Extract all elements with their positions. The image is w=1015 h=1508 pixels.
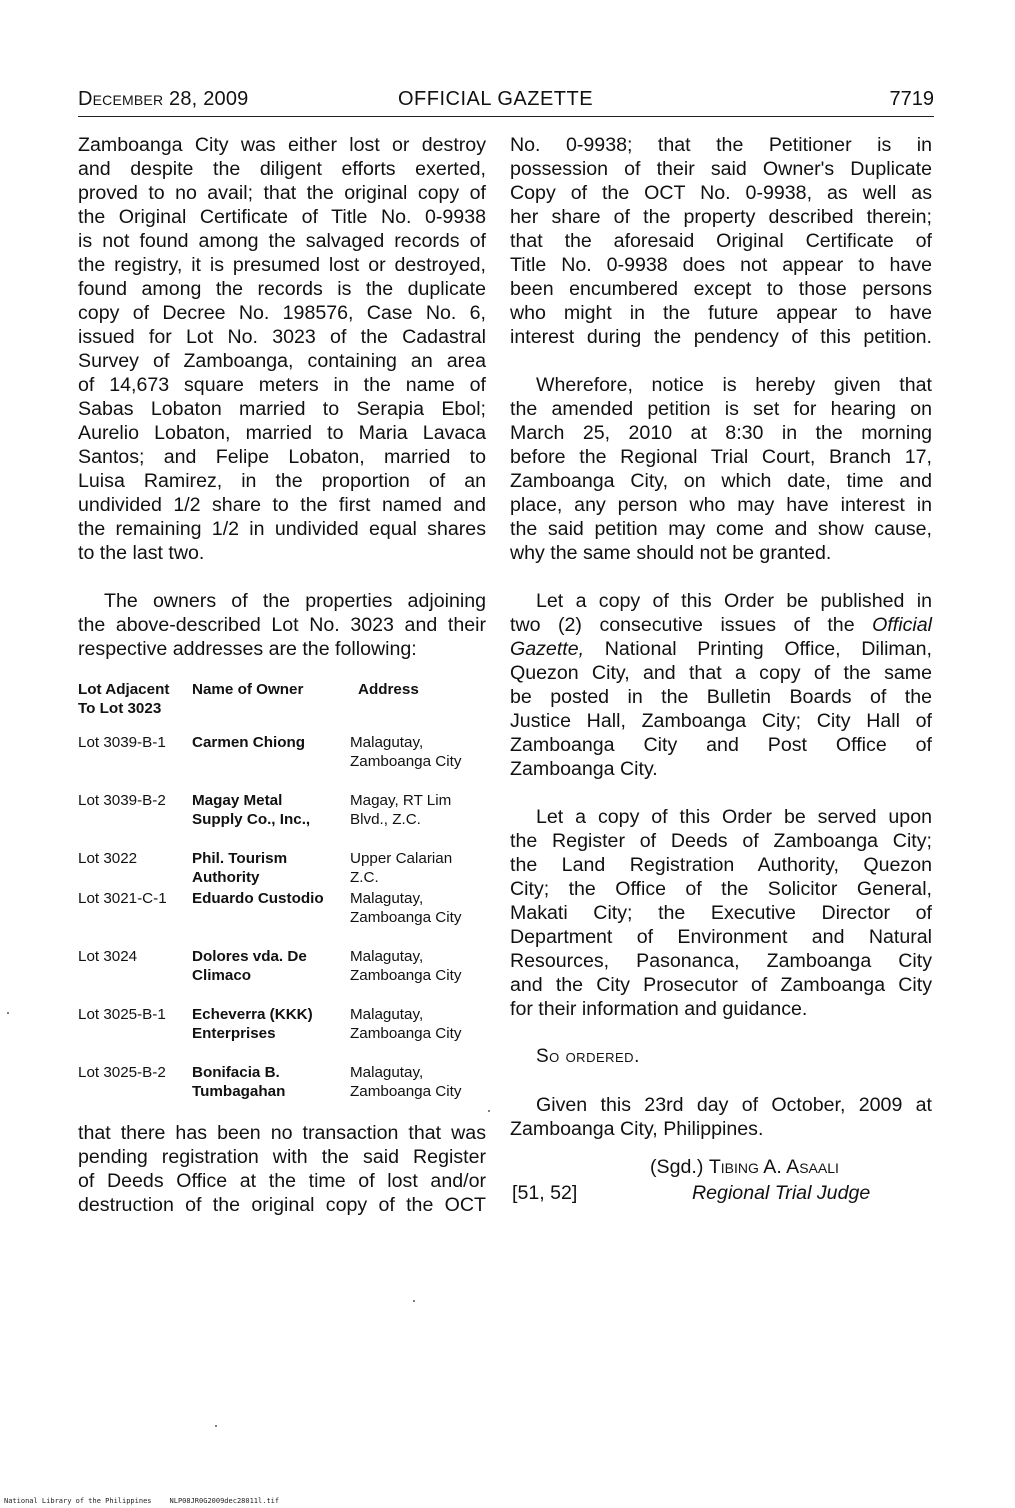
text-line: City; the Office of the Solicitor General, bbox=[510, 878, 932, 900]
lot-cell: Lot 3022 bbox=[78, 850, 138, 867]
judge-name: Tibing A. Asaali bbox=[708, 1156, 839, 1178]
text-line: Let a copy of this Order be published in bbox=[536, 590, 932, 612]
text-line: the Original Certificate of Title No. 0-9938 bbox=[78, 206, 486, 228]
table-row bbox=[78, 889, 486, 947]
text-line: March 25, 2010 at 8:30 in the morning bbox=[510, 422, 932, 444]
right-column bbox=[510, 133, 932, 1207]
address-cell: Upper Calarian Z.C. bbox=[350, 850, 453, 886]
lot-cell: Lot 3025-B-1 bbox=[78, 1006, 166, 1023]
lot-cell: Lot 3025-B-2 bbox=[78, 1064, 166, 1081]
text-line: No. 0-9938; that the Petitioner is in bbox=[510, 134, 932, 156]
right-paragraph-3 bbox=[510, 589, 932, 781]
header-title: OFFICIAL GAZETTE bbox=[398, 88, 594, 110]
right-paragraph-1 bbox=[510, 133, 932, 349]
scan-speck bbox=[413, 1300, 415, 1302]
text-line: Makati City; the Executive Director of bbox=[510, 902, 932, 924]
issue-refs: [51, 52] bbox=[512, 1182, 578, 1204]
text-line: Sabas Lobaton married to Serapia Ebol; bbox=[78, 398, 486, 420]
table-row bbox=[78, 849, 486, 889]
owner-cell: Dolores vda. De Climaco bbox=[192, 948, 307, 984]
text-line: Let a copy of this Order be served upon bbox=[536, 806, 932, 828]
header-date: December 28, 2009 bbox=[78, 88, 249, 110]
text-line: to the last two. bbox=[78, 542, 205, 564]
text-line: of Deeds Office at the time of lost and/or bbox=[78, 1170, 486, 1192]
lot-cell: Lot 3039-B-1 bbox=[78, 734, 166, 751]
column-header-lot: Lot Adjacent To Lot 3023 bbox=[78, 681, 170, 717]
column-header-address: Address bbox=[358, 681, 419, 698]
publication-name: Official bbox=[872, 614, 932, 636]
address-cell: Malagutay, Zamboanga City bbox=[350, 1064, 462, 1100]
signatory: (Sgd.) Tibing A. Asaali bbox=[650, 1156, 839, 1178]
text-line: Santos; and Felipe Lobaton, married to bbox=[78, 446, 486, 468]
text-line: why the same should not be granted. bbox=[510, 542, 832, 564]
text-line: undivided 1/2 share to the first named and bbox=[78, 494, 486, 516]
text-line: Given this 23rd day of October, 2009 at bbox=[536, 1094, 932, 1116]
text-line: pending registration with the said Register bbox=[78, 1146, 486, 1168]
text-line: possession of their said Owner's Duplicate bbox=[510, 158, 932, 180]
left-column bbox=[78, 133, 486, 1217]
text-line: Aurelio Lobaton, married to Maria Lavaca bbox=[78, 422, 486, 444]
owner-cell: Magay Metal Supply Co., Inc., bbox=[192, 792, 311, 828]
table-row bbox=[78, 733, 486, 791]
scan-speck bbox=[215, 1425, 217, 1427]
text-line: Copy of the OCT No. 0-9938, as well as bbox=[510, 182, 932, 204]
address-cell: Malagutay, Zamboanga City bbox=[350, 734, 462, 770]
owner-cell: Echeverra (KKK) Enterprises bbox=[192, 1006, 313, 1042]
left-paragraph-1 bbox=[78, 133, 486, 565]
text-line: The owners of the properties adjoining bbox=[104, 590, 486, 612]
address-cell: Magay, RT Lim Blvd., Z.C. bbox=[350, 792, 452, 828]
signature-block bbox=[510, 1155, 932, 1207]
owner-cell: Bonifacia B. Tumbagahan bbox=[192, 1064, 286, 1100]
scan-speck bbox=[488, 1110, 490, 1112]
text-line: copy of Decree No. 198576, Case No. 6, bbox=[78, 302, 486, 324]
text-line: the registry, it is presumed lost or destroyed, bbox=[78, 254, 486, 276]
given-paragraph bbox=[510, 1093, 932, 1141]
column-header-owner: Name of Owner bbox=[192, 681, 304, 698]
address-cell: Malagutay, Zamboanga City bbox=[350, 1006, 462, 1042]
text-line: that there has been no transaction that was bbox=[78, 1122, 486, 1144]
table-header-row bbox=[78, 680, 486, 733]
text-line: the said petition may come and show cause, bbox=[510, 518, 932, 540]
table-row bbox=[78, 791, 486, 849]
left-paragraph-2 bbox=[78, 589, 486, 661]
scan-speck bbox=[7, 1012, 9, 1014]
address-cell: Malagutay, Zamboanga City bbox=[350, 890, 462, 926]
text-line: two (2) consecutive issues of the Official bbox=[510, 614, 932, 636]
text-line: issued for Lot No. 3023 of the Cadastral bbox=[78, 326, 486, 348]
text-line: Zamboanga City. bbox=[510, 758, 658, 780]
text-line: respective addresses are the following: bbox=[78, 638, 417, 660]
lot-cell: Lot 3024 bbox=[78, 948, 138, 965]
text-line: of 14,673 square meters in the name of bbox=[78, 374, 486, 396]
text-line: Quezon City, and that a copy of the same bbox=[510, 662, 932, 684]
text-line: the remaining 1/2 in undivided equal shares bbox=[78, 518, 486, 540]
table-row bbox=[78, 1005, 486, 1063]
publication-name: Gazette, bbox=[510, 638, 585, 660]
text-line: Zamboanga City was either lost or destroy bbox=[78, 134, 486, 156]
text-line: the above-described Lot No. 3023 and their bbox=[78, 614, 486, 636]
text-line: and despite the diligent efforts exerted, bbox=[78, 158, 486, 180]
text-line: Zamboanga City, Philippines. bbox=[510, 1118, 764, 1140]
lot-cell: Lot 3039-B-2 bbox=[78, 792, 166, 809]
text-line: who might in the future appear to have bbox=[510, 302, 932, 324]
text-line: been encumbered except to those persons bbox=[510, 278, 932, 300]
text-line: that the aforesaid Original Certificate of bbox=[510, 230, 932, 252]
text-line: proved to no avail; that the original copy of bbox=[78, 182, 486, 204]
address-cell: Malagutay, Zamboanga City bbox=[350, 948, 462, 984]
table-row bbox=[78, 1063, 486, 1121]
page-header bbox=[78, 86, 934, 117]
so-ordered: So ordered. bbox=[536, 1046, 640, 1067]
adjoining-owners-table bbox=[78, 680, 486, 1121]
text-line: Survey of Zamboanga, containing an area bbox=[78, 350, 486, 372]
page-number: 7719 bbox=[889, 88, 934, 110]
text-line: found among the records is the duplicate bbox=[78, 278, 486, 300]
table-row bbox=[78, 947, 486, 1005]
judge-title: Regional Trial Judge bbox=[692, 1182, 871, 1204]
left-paragraph-3 bbox=[78, 1121, 486, 1217]
text-line: for their information and guidance. bbox=[510, 998, 808, 1020]
text-line: Zamboanga City, on which date, time and bbox=[510, 470, 932, 492]
lot-cell: Lot 3021-C-1 bbox=[78, 890, 167, 907]
owner-cell: Phil. Tourism Authority bbox=[192, 850, 288, 886]
owner-cell: Carmen Chiong bbox=[192, 734, 306, 751]
text-line: Title No. 0-9938 does not appear to have bbox=[510, 254, 932, 276]
text-line: destruction of the original copy of the OCT bbox=[78, 1194, 486, 1216]
text-line: her share of the property described therein; bbox=[510, 206, 932, 228]
text-line: Gazette, National Printing Office, Diliman, bbox=[510, 638, 932, 660]
text-line: the amended petition is set for hearing on bbox=[510, 398, 932, 420]
text-line: and the City Prosecutor of Zamboanga City bbox=[510, 974, 932, 996]
scan-filename: NLP08JR0G2009dec28011l.tif bbox=[169, 1497, 280, 1505]
text-line: be posted in the Bulletin Boards of the bbox=[510, 686, 932, 708]
text-line: Zamboanga City and Post Office of bbox=[510, 734, 932, 756]
text-line: place, any person who may have interest in bbox=[510, 494, 932, 516]
right-paragraph-4 bbox=[510, 805, 932, 1021]
text-line: Luisa Ramirez, in the proportion of an bbox=[78, 470, 486, 492]
library-credit: National Library of the Philippines bbox=[4, 1497, 152, 1505]
text-line: the Land Registration Authority, Quezon bbox=[510, 854, 932, 876]
text-line: Justice Hall, Zamboanga City; City Hall of bbox=[510, 710, 932, 732]
text-line: Resources, Pasonanca, Zamboanga City bbox=[510, 950, 932, 972]
text-line: before the Regional Trial Court, Branch 17, bbox=[510, 446, 932, 468]
text-line: is not found among the salvaged records of bbox=[78, 230, 486, 252]
owner-cell: Eduardo Custodio bbox=[192, 890, 324, 907]
right-paragraph-2 bbox=[510, 373, 932, 565]
text-line: Department of Environment and Natural bbox=[510, 926, 932, 948]
text-line: interest during the pendency of this petition. bbox=[510, 326, 932, 348]
scan-footer bbox=[4, 1497, 279, 1505]
text-line: Wherefore, notice is hereby given that bbox=[536, 374, 932, 396]
text-line: the Register of Deeds of Zamboanga City; bbox=[510, 830, 932, 852]
